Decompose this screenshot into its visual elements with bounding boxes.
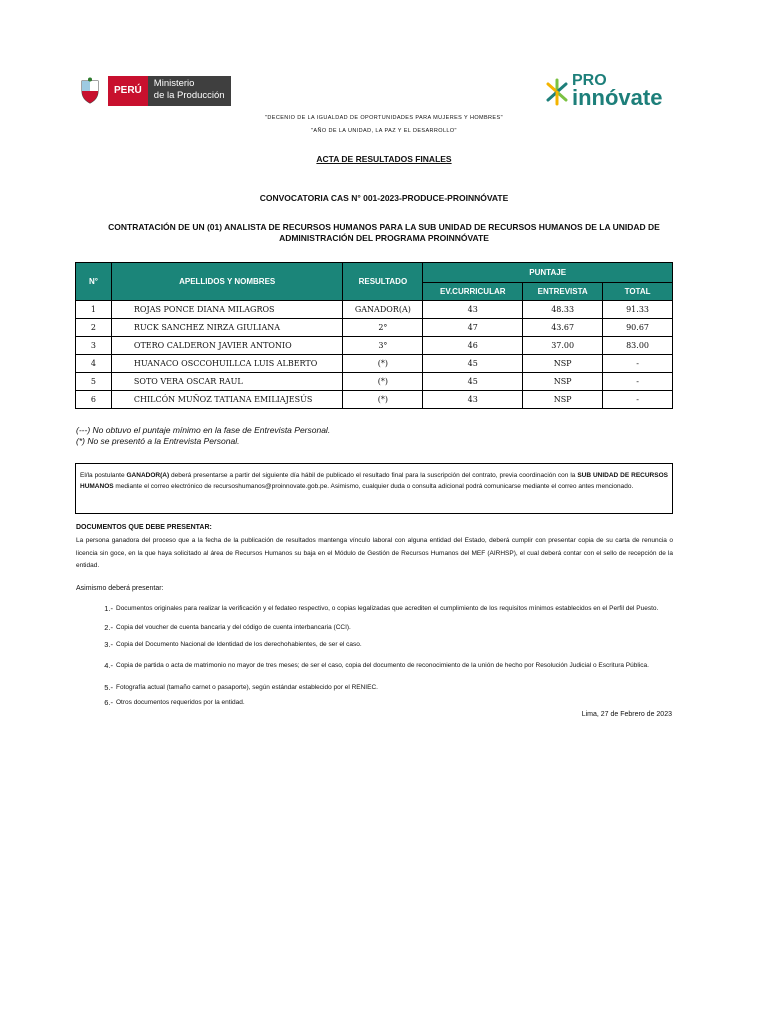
documents-list [76,598,676,709]
coat-of-arms-icon [78,77,102,105]
row-entrevista: NSP [523,355,603,373]
row-name: CHILCÓN MUÑOZ TATIANA EMILIAJESÚS [111,391,343,409]
table-row [76,301,673,319]
document-date: Lima, 27 de Febrero de 2023 [581,711,672,718]
row-result: (*) [343,373,423,391]
row-result: 3° [343,337,423,355]
contratacion-line-1: CONTRATACIÓN DE UN (01) ANALISTA DE RECURSOS HUMANOS PARA LA SUB UNIDAD DE RECURSOS HUMANOS DE LA UNIDAD DE [108,222,660,232]
results-table [75,262,673,409]
proinnovate-pro: PRO [572,72,607,89]
row-name: ROJAS PONCE DIANA MILAGROS [111,301,343,319]
row-result: (*) [343,391,423,409]
row-ev: 46 [423,337,523,355]
list-item [76,598,676,618]
row-num: 3 [76,337,112,355]
header-puntaje: PUNTAJE [423,263,673,283]
row-num: 5 [76,373,112,391]
convocatoria-title: CONVOCATORIA CAS N° 001-2023-PRODUCE-PROINNÓVATE [259,193,509,203]
row-name: OTERO CALDERON JAVIER ANTONIO [111,337,343,355]
list-item-number: 5.- [104,682,113,692]
list-item [76,653,676,677]
row-total: 90.67 [603,319,673,337]
list-item [76,695,676,709]
list-item-number: 6.- [104,697,113,707]
peru-label: PERÚ [108,76,148,106]
row-ev: 47 [423,319,523,337]
note-minimum-score: (---) No obtuvo el puntaje mínimo en la fase de Entrevista Personal. [76,425,331,435]
row-num: 6 [76,391,112,409]
list-item-text: Otros documentos requeridos por la entidad. [116,698,245,706]
row-num: 1 [76,301,112,319]
list-item-number: 4.- [104,660,113,670]
ministry-line-1: Ministerio [153,78,195,89]
row-result: 2° [343,319,423,337]
table-row [76,373,673,391]
row-total: - [603,391,673,409]
row-entrevista: NSP [523,391,603,409]
proinnovate-logo [545,72,663,110]
header-num: N° [76,263,112,301]
row-name: HUANACO OSCCOHUILLCA LUIS ALBERTO [111,355,343,373]
row-num: 2 [76,319,112,337]
ministry-line-2: de la Producción [153,90,225,101]
winner-notice-box [75,463,673,514]
list-item-text: Copia del Documento Nacional de Identidad de los derechohabientes, de ser el caso. [116,641,362,648]
row-name: SOTO VERA OSCAR RAUL [111,373,343,391]
asimismo-label: Asimismo deberá presentar: [76,585,164,592]
year-motto: "AÑO DE LA UNIDAD, LA PAZ Y EL DESARROLLO" [311,128,457,134]
documents-paragraph: La persona ganadora del proceso que a la fecha de la publicación de resultados mantenga vínculo laboral con alguna entidad del Estado, deberá cumplir con presentar copia de su carta de renuncia o licencia sin goce, en la que haya solicitado al área de Recursos Humanos su baja en el Módulo de Gestión de Recursos Humanos del MEF (AIRHSP), el cual deberá contar con el sello de recepción de la entidad. [76,537,673,569]
row-ev: 45 [423,355,523,373]
list-item-number: 2.- [104,623,113,632]
row-entrevista: NSP [523,373,603,391]
row-name: RUCK SANCHEZ NIRZA GIULIANA [111,319,343,337]
table-row [76,319,673,337]
row-total: 83.00 [603,337,673,355]
ministry-label [148,76,231,106]
row-ev: 45 [423,373,523,391]
row-entrevista: 43.67 [523,319,603,337]
proinnovate-wordmark [572,72,663,110]
list-item-text: Copia del voucher de cuenta bancaria y del código de cuenta interbancaria (CCI). [116,624,351,631]
row-result: GANADOR(A) [343,301,423,319]
list-item-text: Documentos originales para realizar la verificación y el fedateo respectivo, o copias legalizadas que acrediten el cumplimiento de los requisitos mínimos establecidos en el Perfil del Puesto. [116,604,659,612]
row-total: - [603,373,673,391]
header-name: APELLIDOS Y NOMBRES [111,263,343,301]
list-item [76,636,676,653]
header-total: TOTAL [603,283,673,301]
proinnovate-burst-icon [545,72,569,106]
note-no-show: (*) No se presentó a la Entrevista Personal. [76,436,240,446]
proinnovate-name: innóvate [572,85,663,110]
documents-title: DOCUMENTOS QUE DEBE PRESENTAR: [76,524,212,531]
contratacion-line-2: ADMINISTRACIÓN DEL PROGRAMA PROINNÓVATE [279,233,489,243]
notice-text-c: mediante el correo electrónico de recursoshumanos@proinnovate.gob.pe. Asimismo, cualquier duda o consulta adicional podrá comunicarse mediante el correo antes mencionado. [113,483,634,490]
row-total: 91.33 [603,301,673,319]
results-body [76,301,673,409]
table-notes [76,425,330,447]
row-ev: 43 [423,391,523,409]
list-item [76,679,676,695]
header-result: RESULTADO [343,263,423,301]
table-row [76,391,673,409]
row-entrevista: 48.33 [523,301,603,319]
list-item-text: Fotografía actual (tamaño carnet o pasaporte), según estándar establecido por el RENIEC. [116,683,378,691]
peru-ministry-logo [78,76,231,106]
row-ev: 43 [423,301,523,319]
notice-bold-winner: GANADOR(A) [126,472,170,479]
notice-bold-unit: SUB UNIDAD DE RECURSOS HUMANOS [80,472,668,490]
row-entrevista: 37.00 [523,337,603,355]
header-entrevista: ENTREVISTA [523,283,603,301]
list-item-number: 3.- [104,640,113,649]
list-item [76,619,676,636]
notice-text-b: deberá presentarse a partir del siguiente día hábil de publicado el resultado final para la suscripción del contrato, previa coordinación con la [169,472,578,479]
row-num: 4 [76,355,112,373]
decenio-motto: "DECENIO DE LA IGUALDAD DE OPORTUNIDADES PARA MUJERES Y HOMBRES" [265,115,503,121]
header-ev-curricular: EV.CURRICULAR [423,283,523,301]
table-row [76,355,673,373]
notice-text-a: El/la postulante [80,472,127,479]
table-row [76,337,673,355]
list-item-number: 1.- [104,603,113,613]
row-result: (*) [343,355,423,373]
list-item-text: Copia de partida o acta de matrimonio no mayor de tres meses; de ser el caso, copia del documento de reconocimiento de la unión de hecho por Resolución Judicial o Escritura Pública. [116,661,649,669]
row-total: - [603,355,673,373]
page-title: ACTA DE RESULTADOS FINALES [316,154,452,164]
